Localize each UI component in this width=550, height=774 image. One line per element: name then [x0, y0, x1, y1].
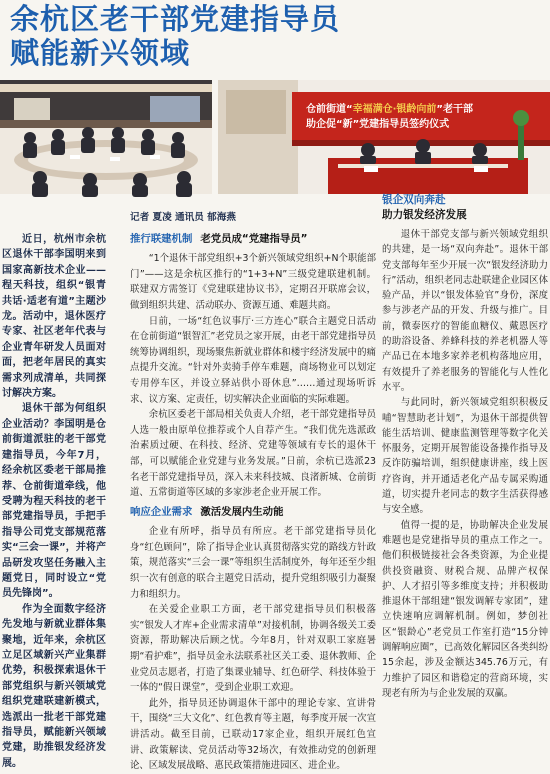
signing-ceremony-photo [218, 80, 550, 194]
banner-highlight: 幸福满仓·银龄向前 [352, 104, 437, 115]
body-paragraph: 与此同时，新兴领域党组织积极反哺“智慧助老计划”，为退休干部提供智能生活培训、健康监测管理等数字化关怀服务，定期开展智能设备操作指导及反诈防骗培训，组织健康讲座，线上医疗咨询，并开通适老化产品专属采购通道，切实提升老同志的数字生活获得感与安全感。 [382, 397, 548, 516]
section-3-title: 助力银发经济发展 [382, 209, 467, 221]
banner-pre: 仓前街道“ [306, 104, 353, 115]
lead-paragraph: 退休干部为何组织企业活动？李国明是仓前街道派驻的老干部党建指导员，今年7月，经余杭区委老干部局推荐、仓前街道牵线，他受聘为程天科技的老干部党建指导员，手把手指导公司党支部规范落实“三会一课”，并将产品研发攻坚任务融入主题党日，同时设立“党员先锋岗”。 [2, 403, 106, 600]
body-paragraph: 企业有所呼，指导员有所应。老干部党建指导员化身“红色顾问”，除了指导企业认真贯彻落实党的路线方针政策，规范落实“三会一课”等组织生活制度外，每年还至少组织一次有创意的联合主题党日活动，提升党组织吸引力凝聚力和组织力。 [130, 526, 376, 600]
body-paragraph: 余杭区委老干部局相关负责人介绍，老干部党建指导员人选一般由原单位推荐或个人自荐产生。“我们优先选派政治素质过硬、在科技、经济、党建等领域有专长的退休干部，可以赋能企业党建与业务发展。”日前，余杭已选派23名老干部党建指导员，深入未来科技城、良渚新城、仓前街道、五常街道等区域的多家涉老企业开展工作。 [130, 409, 376, 499]
body-paragraph: 此外，指导员还协调退休干部中的理论专家、宣讲骨干，围绕“三大文化”、红色教育等主题，每季度开展一次宣讲活动。截至目前，已联动17家企业，组织开展红色宣讲、政策解读、党员活动等32场次，有效推动党的创新理论、区域发展战略、惠民政策措施进园区、进企业。 [130, 697, 376, 772]
lead-column [2, 232, 106, 771]
headline [10, 2, 410, 70]
meeting-room-photo [0, 80, 212, 194]
body-paragraph: “1个退休干部党组织+3个新兴领域党组织+N个职能部门”——这是余杭区推行的“1+3+N”三级党建联建机制。联建双方需签订《党建联建协议书》，定期召开联席会议，做到组织共建、活动联办、资源互通、难题共商。 [130, 253, 376, 311]
banner-caption [306, 102, 536, 132]
section-1-tag: 推行联建机制 [130, 232, 193, 245]
section-2-title: 激活发展内生动能 [200, 505, 284, 518]
body-paragraph: 日前，一场“红色议事厅·三方连心”联合主题党日活动在仓前街道“银智汇”老党员之家开展，由老干部党建指导员统筹协调组织，现场聚焦新就业群体和楼宇经济发展中的痛点提升交流。“针对外卖骑手停车难题，商场物业可以划定专用停车区，并设立驿站供小哥休息”……通过现场听诉求、议方案、定责任，切实解决企业面临的实际难题。 [130, 315, 376, 405]
middle-column [130, 210, 376, 774]
photo-strip [0, 80, 550, 194]
lead-paragraph: 近日，杭州市余杭区退休干部李国明来到国家高新技术企业——程天科技，组织“银青共话·适老有道”主题沙龙。活动中，退休医疗专家、社区老年代表与企业青年研发人员面对面，把老年居民的真实需求列成清单，共同探讨解决方案。 [2, 234, 106, 400]
lead-paragraph: 作为全面数字经济先发地与新就业群体集聚地，近年来，余杭区立足区域新兴产业集群优势，积极探索退休干部党组织与新兴领域党组织党建联建新模式，选派出一批老干部党建指导员，赋能新兴领域党建，助推银发经济发展。 [2, 603, 106, 769]
section-heading-1 [130, 232, 376, 248]
byline: 记者 夏凌 通讯员 郁海燕 [130, 212, 236, 223]
section-2-tag: 响应企业需求 [130, 505, 193, 518]
banner-post: ”老干部 [436, 104, 473, 115]
banner-line-2: 助企促“新”党建指导员签约仪式 [306, 119, 450, 130]
body-paragraph: 退休干部党支部与新兴领域党组织的共建，是一场“双向奔赴”。退休干部党支部每年至少开展一次“银发经济助力行”活动，组织老同志赴联建企业园区体验产品，并以“银发体验官”身份，深度参与涉老产品的开发、升级与推广。目前，微泰医疗的智能血糖仪、戴恩医疗的助浴设备、养蜂科技的养老机器人等产品已在本地多家养老机构落地应用，有效提升了养老服务的智能化与人性化水平。 [382, 229, 548, 393]
headline-line-2: 赋能新兴领域 [10, 36, 191, 70]
right-column [382, 193, 548, 701]
body-paragraph: 值得一提的是，协助解决企业发展难题也是党建指导员的重点工作之一。他们积极链接社会各类资源，为企业提供投资融资、财税合规、品牌产权保护、人才招引等多维度支持；并积极助推退休干部组建“银发调解专家团”，建立快速响应调解机制。例如，梦创社区“银龄心”老党员工作室打造“15分钟调解响应圈”，已高效化解园区各类纠纷15余起，涉及金额达345.76万元，有力维护了园区和谐稳定的营商环境，实现老有所为与企业发展的双赢。 [382, 519, 548, 699]
body-paragraph: 在关爱企业职工方面，老干部党建指导员们积极落实“银发人才库+企业需求清单”对接机制，协调各级关工委资源，帮助解决后顾之忧。今年8月，针对双职工家庭暑期“看护难”，指导员金永法联系社区关工委、退休教师、企业党员志愿者，打造了集课业辅导、红色研学、科技体验于一体的“假日课堂”，受到企业职工欢迎。 [130, 604, 376, 694]
section-3-tag: 银企双向奔赴 [382, 194, 446, 206]
section-heading-2 [130, 505, 376, 521]
section-1-title: 老党员成“党建指导员” [200, 232, 308, 245]
headline-line-1: 余杭区老干部党建指导员 [10, 2, 341, 36]
